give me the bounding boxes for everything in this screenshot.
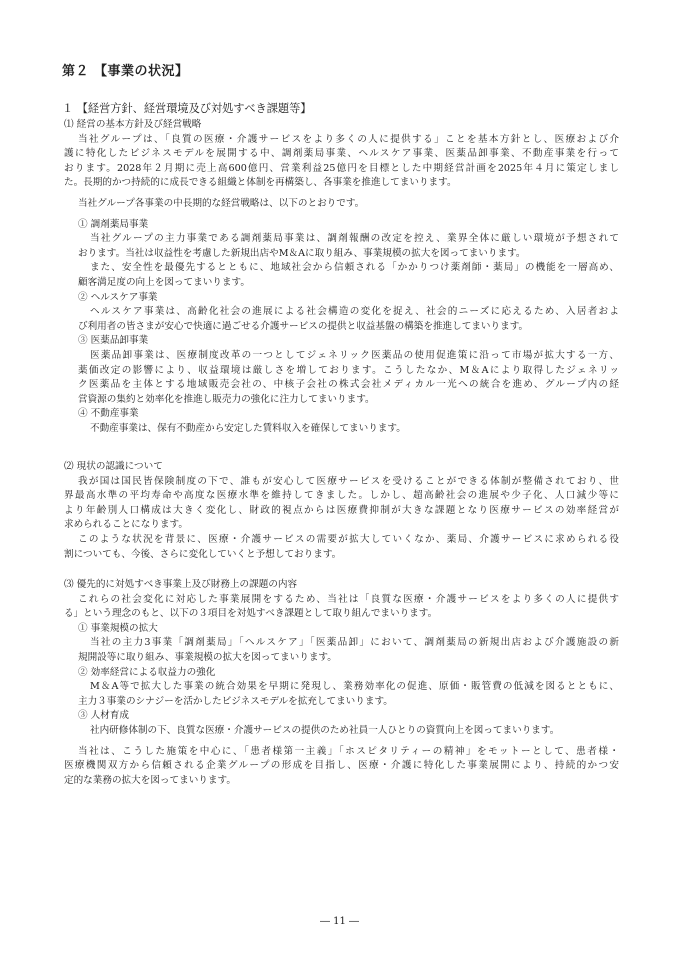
item-line: 不動産事業は、保有不動産から安定した賃料収入を確保してまいります。	[90, 422, 406, 434]
item-line: 当社の主力3事業「調剤薬局」「ヘルスケア」「医薬品卸」において、調剤薬局の新規出店および介護施設の新	[90, 637, 619, 649]
paragraph-line: 当社グループ各事業の中長期的な経営戦略は、以下のとおりです。	[78, 197, 365, 209]
item-title: ③ 医薬品卸事業	[78, 335, 149, 347]
paragraph-line: これらの社会変化に対応した事業展開をするため、当社は「良質な医療・介護サービスをより多くの人に提供す	[78, 593, 619, 605]
item-line: おります。当社は収益性を考慮した新規出店やM＆Aに取り組み、事業規模の拡大を図ってまいります。	[78, 247, 526, 259]
item-line: ヘルスケア事業は、高齢化社会の進展による社会構造の変化を捉え、社会的ニーズに応えるため、入居者およ	[90, 306, 619, 318]
item-title: ② ヘルスケア事業	[78, 291, 158, 303]
subsection-1	[64, 118, 619, 436]
item-title: ③ 人材育成	[78, 710, 130, 722]
item-line: 主力３事業のシナジーを活かしたビジネスモデルを拡充してまいります。	[78, 695, 393, 707]
item-line: 顧客満足度の向上を図ってまいります。	[78, 276, 250, 288]
paragraph-line: 定的な業務の拡大を図ってまいります。	[64, 774, 236, 786]
item-line: ク医薬品を主体とする地域販売会社の、中核子会社の株式会社メディカル一光への統合を進め、グループ内の経	[78, 379, 619, 391]
item-line: また、安全性を最優先するとともに、地域社会から信頼される「かかりつけ薬剤師・薬局」の機能を一層高め、	[90, 262, 619, 274]
item-line: び利用者の皆さまが安心で快適に過ごせる介護サービスの提供と収益基盤の構築を推進してまいります。	[78, 320, 529, 332]
item-line: M＆A等で拡大した事業の統合効果を早期に発現し、業務効率化の促進、原価・販管費の低減を図るとともに、	[90, 681, 619, 693]
subsection-title: ⑶ 優先的に対処すべき事業上及び財務上の課題の内容	[64, 579, 298, 590]
item-line: 薬価改定の影響により、収益環境は厳しさを増しております。こうしたなか、M＆Aにより取得したジェネリッ	[78, 364, 619, 376]
paragraph-line: る」という理念のもと、以下の３項目を対処すべき課題として取り組んでまいります。	[64, 608, 438, 620]
paragraph-line: おります。2028年２月期に売上高600億円、営業利益25億円を目標とした中期経営計画を2025年４月に策定しまし	[64, 162, 619, 174]
item-line: 当社グループの主力事業である調剤薬局事業は、調剤報酬の改定を控え、業界全体に厳しい環境が予想されて	[90, 233, 619, 245]
item-title: ① 調剤薬局事業	[78, 218, 149, 230]
paragraph-line: 我が国は国民皆保険制度の下で、誰もが安心して医療サービスを受けることができる体制が整備されており、世	[78, 475, 619, 487]
item-title: ④ 不動産事業	[78, 408, 139, 420]
paragraph-line: た。長期的かつ持続的に成長できる組織と体制を再構築し、各事業を推進してまいります。	[64, 177, 457, 189]
subsection-2	[64, 460, 619, 562]
subsection-title: ⑴ 経営の基本方針及び経営戦略	[64, 119, 202, 130]
paragraph-line: このような状況を背景に、医療・介護サービスの需要が拡大していくなか、薬局、介護サービスに求められる役	[78, 533, 619, 545]
paragraph-line: 護に特化したビジネスモデルを展開する中、調剤薬局事業、ヘルスケア事業、医薬品卸事業、不動産事業を行って	[64, 148, 619, 160]
paragraph-line: 界最高水準の平均寿命や高度な医療水準を維持してきました。しかし、超高齢社会の進展や少子化、人口減少等に	[64, 490, 619, 502]
paragraph-line: 当社は、こうした施策を中心に、「患者様第一主義」「ホスピタリティーの精神」をモットーとして、患者様・	[78, 745, 619, 757]
paragraph-line: 割についても、今後、さらに変化していくと予想しております。	[64, 548, 342, 560]
paragraph-line: 求められることになります。	[64, 519, 188, 531]
page-number: ― 11 ―	[319, 916, 360, 927]
item-line: 規開設等に取り組み、事業規模の拡大を図ってまいります。	[78, 651, 337, 663]
subsection-3	[64, 578, 619, 788]
paragraph-line: 医療機関双方から信頼される企業グループの形成を目指し、医療・介護に特化した事業展開により、持続的かつ安	[64, 760, 619, 772]
item-line: 医薬品卸事業は、医療制度改革の一つとしてジェネリック医薬品の使用促進策に沿って市場が拡大する一方、	[90, 349, 619, 361]
item-title: ② 効率経営による収益力の強化	[78, 666, 216, 678]
section-title: １ 【経営方針、経営環境及び対処すべき課題等】	[62, 102, 312, 115]
subsection-title: ⑵ 現状の認識について	[64, 461, 163, 472]
item-line: 営資源の集約と効率化を推進し販売力の強化に注力してまいります。	[78, 393, 375, 405]
paragraph-line: より年齢別人口構成は大きく変化し、財政的視点からは医療費抑制が大きな課題となり医療サービスの効率経営が	[64, 504, 619, 516]
item-title: ① 事業規模の拡大	[78, 622, 158, 634]
paragraph-line: 当社グループは、「良質の医療・介護サービスをより多くの人に提供する」ことを基本方針とし、医療および介	[78, 133, 619, 145]
page-heading: 第２ 【事業の状況】	[62, 64, 189, 79]
item-line: 社内研修体制の下、良質な医療・介護サービスの提供のため社員一人ひとりの資質向上を図ってまいります。	[90, 724, 560, 736]
